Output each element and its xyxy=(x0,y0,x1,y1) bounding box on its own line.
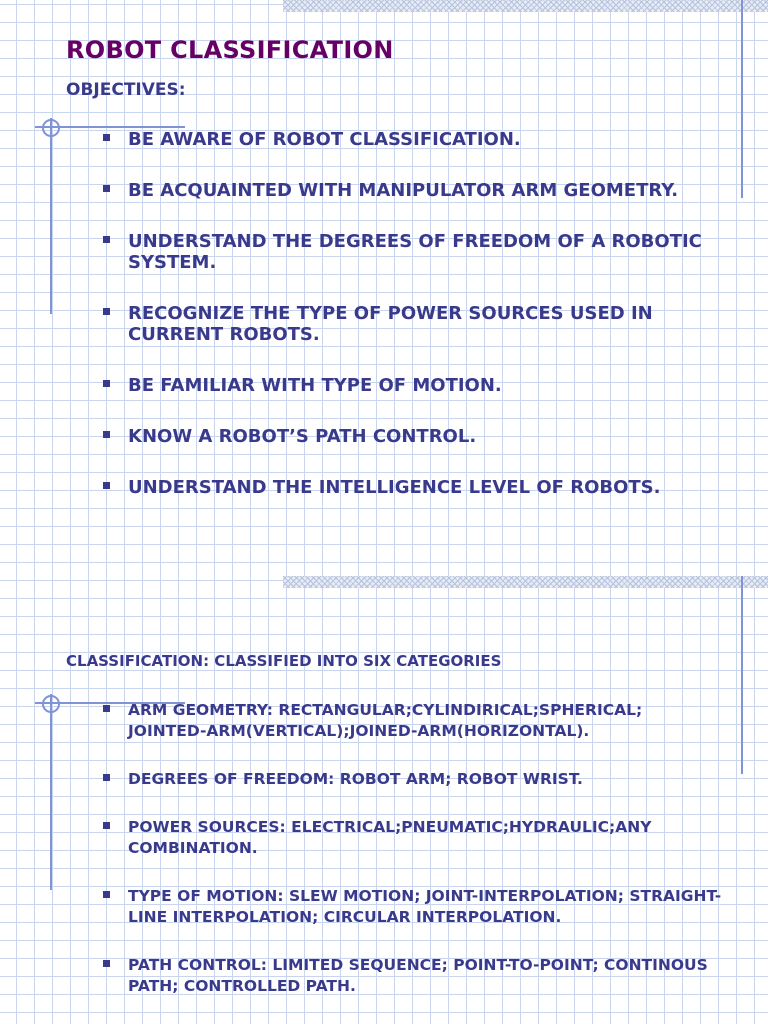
list-item-text: TYPE OF MOTION: SLEW MOTION; JOINT-INTERPOLATION; STRAIGHT-LINE INTERPOLATION; CIRCULAR INTERPOLATION. xyxy=(128,887,722,926)
decorative-circle-icon xyxy=(42,695,60,713)
bullet-square-icon xyxy=(103,236,110,243)
bullet-square-icon xyxy=(103,134,110,141)
bullet-square-icon xyxy=(103,774,110,781)
objectives-list xyxy=(103,129,723,528)
bullet-square-icon xyxy=(103,705,110,712)
bullet-square-icon xyxy=(103,380,110,387)
list-item xyxy=(103,817,723,859)
list-item xyxy=(103,129,723,150)
bullet-square-icon xyxy=(103,431,110,438)
bullet-square-icon xyxy=(103,960,110,967)
list-item-text: BE FAMILIAR WITH TYPE OF MOTION. xyxy=(128,375,502,396)
decorative-vertical-line xyxy=(741,0,743,198)
decorative-hatch-bar xyxy=(283,0,768,12)
list-item xyxy=(103,769,723,790)
page-title: ROBOT CLASSIFICATION xyxy=(66,36,394,64)
list-item-text: BE AWARE OF ROBOT CLASSIFICATION. xyxy=(128,129,521,150)
list-item xyxy=(103,303,723,345)
list-item-text: KNOW A ROBOT’S PATH CONTROL. xyxy=(128,426,477,447)
categories-list xyxy=(103,700,723,1024)
list-item-text: UNDERSTAND THE INTELLIGENCE LEVEL OF ROBOTS. xyxy=(128,477,661,498)
list-item-text: ARM GEOMETRY: RECTANGULAR;CYLINDIRICAL;SPHERICAL; JOINTED-ARM(VERTICAL);JOINED-ARM(HORIZONTAL). xyxy=(128,701,643,740)
decorative-hatch-bar xyxy=(283,576,768,588)
list-item-text: RECOGNIZE THE TYPE OF POWER SOURCES USED IN CURRENT ROBOTS. xyxy=(128,303,653,345)
list-item xyxy=(103,700,723,742)
bullet-square-icon xyxy=(103,308,110,315)
list-item xyxy=(103,477,723,498)
list-item-text: PATH CONTROL: LIMITED SEQUENCE; POINT-TO-POINT; CONTINOUS PATH; CONTROLLED PATH. xyxy=(128,956,708,995)
bullet-square-icon xyxy=(103,891,110,898)
list-item-text: UNDERSTAND THE DEGREES OF FREEDOM OF A ROBOTIC SYSTEM. xyxy=(128,231,702,273)
list-item-text: DEGREES OF FREEDOM: ROBOT ARM; ROBOT WRIST. xyxy=(128,770,583,788)
bullet-square-icon xyxy=(103,185,110,192)
decorative-vertical-line xyxy=(741,576,743,774)
list-item xyxy=(103,231,723,273)
list-item xyxy=(103,955,723,997)
list-item-text: BE ACQUAINTED WITH MANIPULATOR ARM GEOMETRY. xyxy=(128,180,679,201)
bullet-square-icon xyxy=(103,482,110,489)
list-item xyxy=(103,886,723,928)
classification-heading: CLASSIFICATION: CLASSIFIED INTO SIX CATEGORIES xyxy=(66,652,502,670)
objectives-heading: OBJECTIVES: xyxy=(66,80,186,100)
list-item xyxy=(103,375,723,396)
list-item xyxy=(103,180,723,201)
decorative-vertical-line xyxy=(50,694,52,890)
list-item xyxy=(103,426,723,447)
decorative-vertical-line xyxy=(50,118,52,314)
list-item-text: POWER SOURCES: ELECTRICAL;PNEUMATIC;HYDRAULIC;ANY COMBINATION. xyxy=(128,818,652,857)
bullet-square-icon xyxy=(103,822,110,829)
decorative-circle-icon xyxy=(42,119,60,137)
